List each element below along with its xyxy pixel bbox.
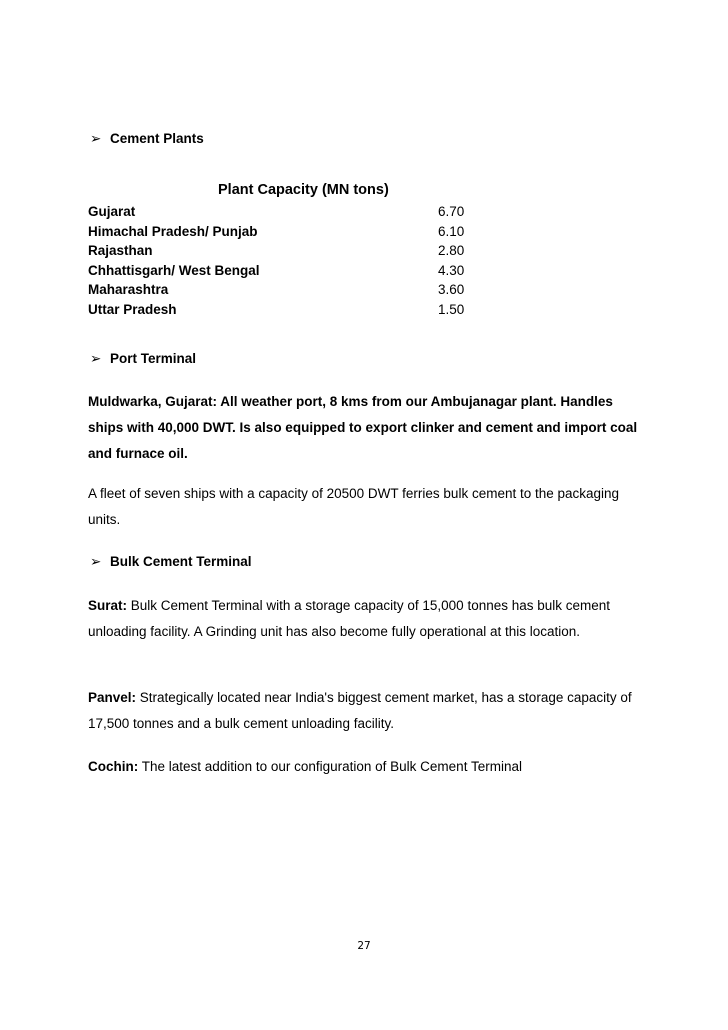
heading-cement-plants <box>90 131 204 147</box>
page-number-text: 27 <box>357 940 371 952</box>
table-row <box>88 261 464 281</box>
panvel-paragraph <box>88 685 648 737</box>
heading-text: Bulk Cement Terminal <box>110 554 252 569</box>
heading-text: Port Terminal <box>110 351 197 366</box>
panvel-text: Strategically located near India's biggest cement market, has a storage capacity of 17,500 tonnes and a bulk cement unloading facility. <box>88 690 632 731</box>
cochin-text: The latest addition to our configuration of Bulk Cement Terminal <box>138 759 522 774</box>
arrow-bullet-icon: ➢ <box>90 554 102 569</box>
state-cell: Gujarat <box>88 204 136 219</box>
capacity-cell: 3.60 <box>438 282 465 297</box>
capacity-cell: 1.50 <box>438 301 465 317</box>
port-terminal-paragraph: Muldwarka, Gujarat: All weather port, 8 kms from our Ambujanagar plant. Handles ships with 40,000 DWT. Is also equipped to export clinker and cement and import coal and furnace oil. <box>88 394 638 461</box>
table-title: Plant Capacity (MN tons) <box>218 182 389 198</box>
arrow-bullet-icon: ➢ <box>90 131 102 146</box>
cochin-label: Cochin: <box>88 759 139 774</box>
plant-capacity-table <box>88 202 464 319</box>
panvel-label: Panvel: <box>88 690 137 705</box>
heading-port-terminal <box>90 351 196 367</box>
table-row <box>88 280 464 300</box>
state-cell: Uttar Pradesh <box>88 301 177 317</box>
page-number <box>0 940 728 952</box>
table-row <box>88 241 464 261</box>
state-cell: Maharashtra <box>88 282 169 297</box>
surat-paragraph <box>88 593 648 645</box>
heading-bulk-cement-terminal <box>90 554 252 570</box>
cochin-paragraph <box>88 754 648 780</box>
capacity-cell: 4.30 <box>438 262 465 278</box>
heading-text: Cement Plants <box>110 131 204 146</box>
table-row <box>88 300 464 320</box>
state-cell: Chhattisgarh/ West Bengal <box>88 262 260 278</box>
surat-text: Bulk Cement Terminal with a storage capacity of 15,000 tonnes has bulk cement unloading facility. A Grinding unit has also become fully operational at this location. <box>88 598 611 639</box>
capacity-cell: 2.80 <box>438 243 465 258</box>
arrow-bullet-icon: ➢ <box>90 351 102 366</box>
table-row <box>88 202 464 222</box>
table-row <box>88 222 464 242</box>
capacity-cell: 6.70 <box>438 204 465 219</box>
state-cell: Rajasthan <box>88 243 153 258</box>
surat-label: Surat: <box>88 598 128 613</box>
fleet-paragraph: A fleet of seven ships with a capacity of 20500 DWT ferries bulk cement to the packaging units. <box>88 486 620 527</box>
capacity-cell: 6.10 <box>438 223 465 239</box>
state-cell: Himachal Pradesh/ Punjab <box>88 223 258 239</box>
